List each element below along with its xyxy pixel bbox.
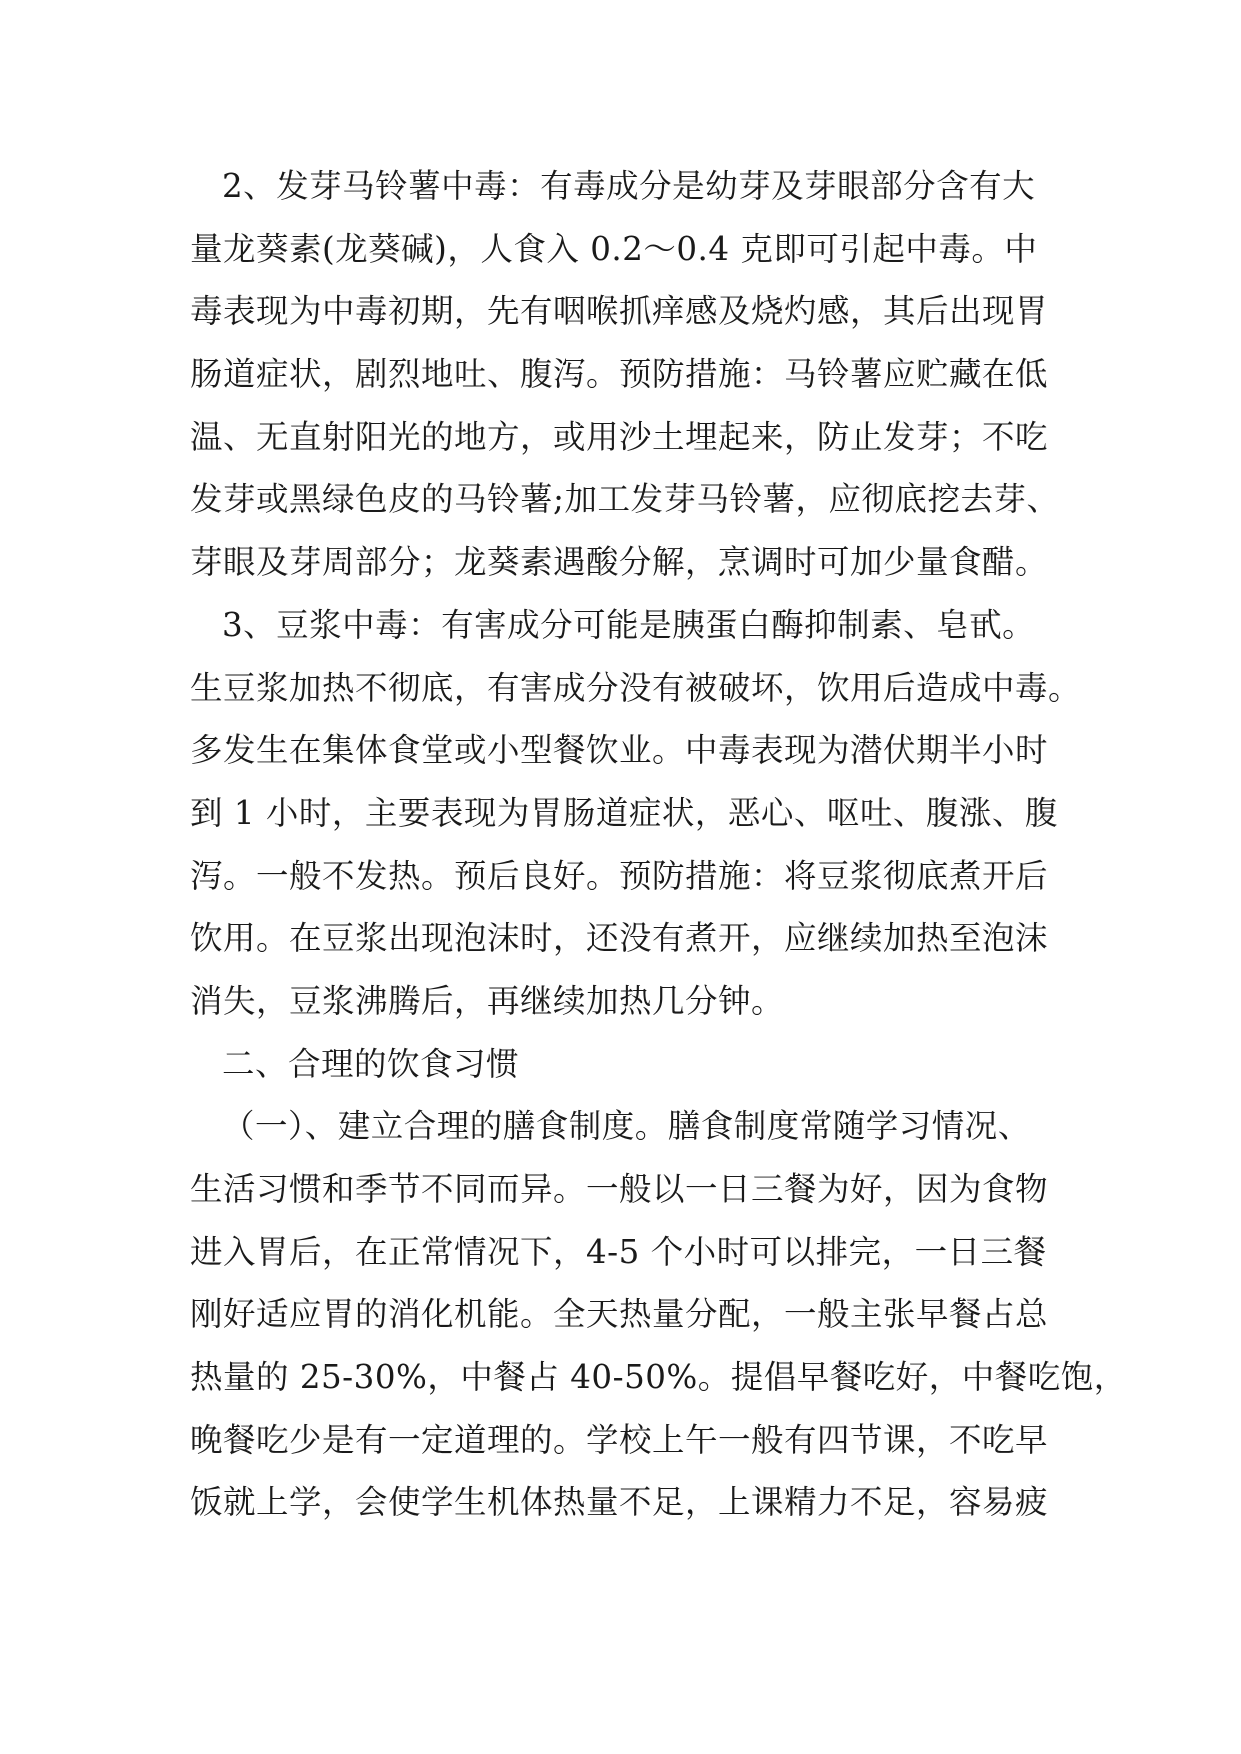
paragraph-line: 进入胃后，在正常情况下，4-5 个小时可以排完，一日三餐 [190,1232,1047,1271]
paragraph-line: 3、豆浆中毒：有害成分可能是胰蛋白酶抑制素、皂甙。 [222,605,1036,644]
section-heading: 二、合理的饮食习惯 [222,1044,520,1083]
paragraph-line: 生豆浆加热不彻底，有害成分没有被破坏，饮用后造成中毒。 [190,668,1082,707]
paragraph-line: （一）、建立合理的膳食制度。膳食制度常随学习情况、 [222,1107,1031,1146]
paragraph-line: 饭就上学，会使学生机体热量不足，上课精力不足，容易疲 [190,1483,1049,1522]
paragraph-line: 肠道症状，剧烈地吐、腹泻。预防措施：马铃薯应贮藏在低 [190,355,1049,394]
paragraph-line: 刚好适应胃的消化机能。全天热量分配，一般主张早餐占总 [190,1295,1049,1334]
paragraph-line: 毒表现为中毒初期，先有咽喉抓痒感及烧灼感，其后出现胃 [190,292,1049,331]
paragraph-line: 温、无直射阳光的地方，或用沙土埋起来，防止发芽；不吃 [190,417,1049,456]
paragraph-line: 2、发芽马铃薯中毒：有毒成分是幼芽及芽眼部分含有大 [222,167,1036,205]
paragraph-line: 饮用。在豆浆出现泡沫时，还没有煮开，应继续加热至泡沫 [190,919,1049,958]
paragraph-line: 芽眼及芽周部分；龙葵素遇酸分解，烹调时可加少量食醋。 [190,543,1049,582]
paragraph-line: 晚餐吃少是有一定道理的。学校上午一般有四节课，不吃早 [190,1420,1049,1459]
paragraph-line: 量龙葵素(龙葵碱)，人食入 0.2～0.4 克即可引起中毒。中 [190,229,1038,268]
paragraph-line: 生活习惯和季节不同而异。一般以一日三餐为好，因为食物 [190,1170,1049,1208]
document-body [190,155,1127,1534]
paragraph-line: 热量的 25-30%，中餐占 40-50%。提倡早餐吃好，中餐吃饱， [190,1358,1127,1397]
paragraph-line: 消失，豆浆沸腾后，再继续加热几分钟。 [190,981,785,1020]
paragraph-line: 泻。一般不发热。预后良好。预防措施：将豆浆彻底煮开后 [190,856,1049,895]
paragraph-line: 发芽或黑绿色皮的马铃薯;加工发芽马铃薯，应彻底挖去芽、 [190,480,1060,519]
paragraph-line: 多发生在集体食堂或小型餐饮业。中毒表现为潜伏期半小时 [190,731,1049,770]
paragraph-line: 到 1 小时，主要表现为胃肠道症状，恶心、呕吐、腹涨、腹 [190,793,1058,832]
